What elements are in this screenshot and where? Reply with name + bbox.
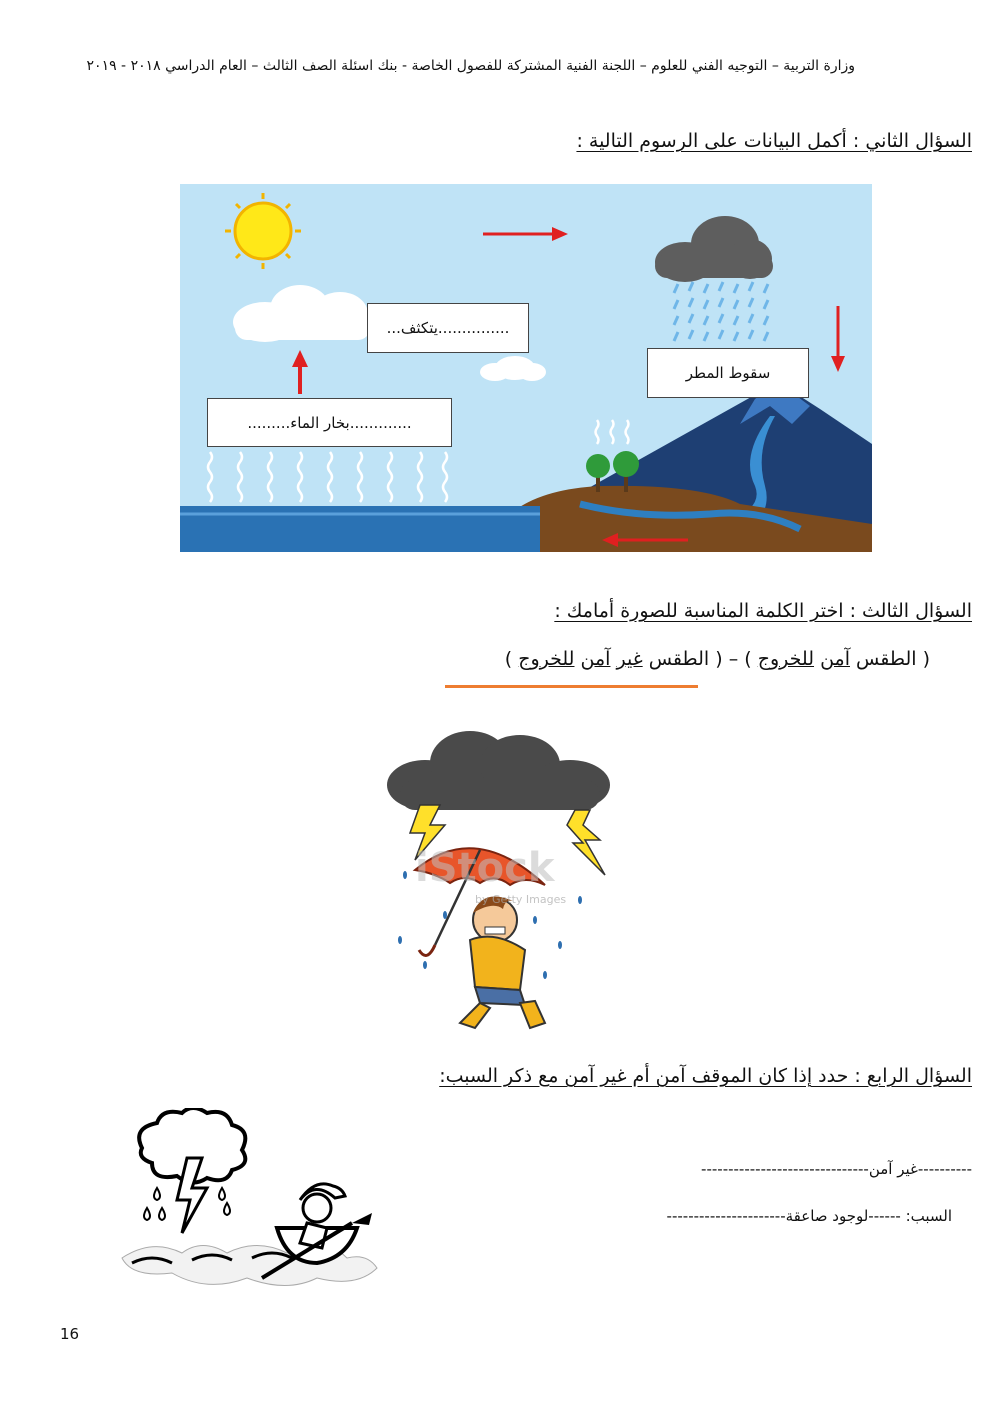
page-header: وزارة التربية – التوجيه الفني للعلوم – اللجنة الفنية المشتركة للفصول الخاصة - بنك اسئلة الصف الثالث – العام الدراسي ٢٠١٨ - ٢٠١٩ — [86, 58, 855, 74]
arrow-down-icon — [831, 306, 845, 372]
watermark-sub: by Getty Images — [475, 893, 567, 906]
sea-vapor-waves — [208, 452, 447, 502]
boat-lightning-icon — [112, 1108, 412, 1308]
arrow-up-icon — [292, 350, 308, 394]
choice-unsafe[interactable]: الطقس غير آمن للخروج — [518, 648, 710, 670]
sun-icon — [225, 193, 301, 269]
choice-options: ( الطقس آمن للخروج ) – ( الطقس غير آمن للخروج ) — [504, 648, 930, 670]
reason-label: السبب: — [905, 1207, 952, 1225]
condensation-label-box[interactable]: ...............يتكثف... — [367, 303, 529, 353]
safety-answer[interactable]: ----------غير آمن------------------------------- — [701, 1160, 972, 1178]
watermark: iStock — [415, 845, 555, 891]
rain-drops — [674, 282, 768, 341]
small-cloud-icon — [480, 356, 546, 381]
land-vapor-waves — [596, 420, 629, 444]
white-cloud-icon — [233, 285, 370, 342]
vapor-label-box[interactable]: .............بخار الماء......... — [207, 398, 452, 447]
reason-answer[interactable]: ------لوجود صاعقة---------------------- — [666, 1207, 901, 1225]
rain-cloud-icon — [655, 216, 773, 282]
storm-illustration — [385, 725, 615, 1040]
orange-divider — [445, 685, 698, 688]
boat-lightning-illustration — [112, 1108, 412, 1308]
reason-line[interactable] — [667, 1207, 952, 1225]
arrow-right-icon — [483, 227, 568, 241]
question-3-title: السؤال الثالث : اختر الكلمة المناسبة للصورة أمامك : — [554, 600, 972, 622]
rain-label-box[interactable]: سقوط المطر — [647, 348, 809, 398]
question-2-title: السؤال الثاني : أكمل البيانات على الرسوم التالية : — [576, 130, 972, 152]
page-number: 16 — [60, 1325, 80, 1343]
choice-safe[interactable]: الطقس آمن للخروج — [757, 648, 917, 670]
question-4-title: السؤال الرابع : حدد إذا كان الموقف آمن أم غير آمن مع ذكر السبب: — [439, 1065, 972, 1087]
water-cycle-diagram — [180, 184, 872, 552]
